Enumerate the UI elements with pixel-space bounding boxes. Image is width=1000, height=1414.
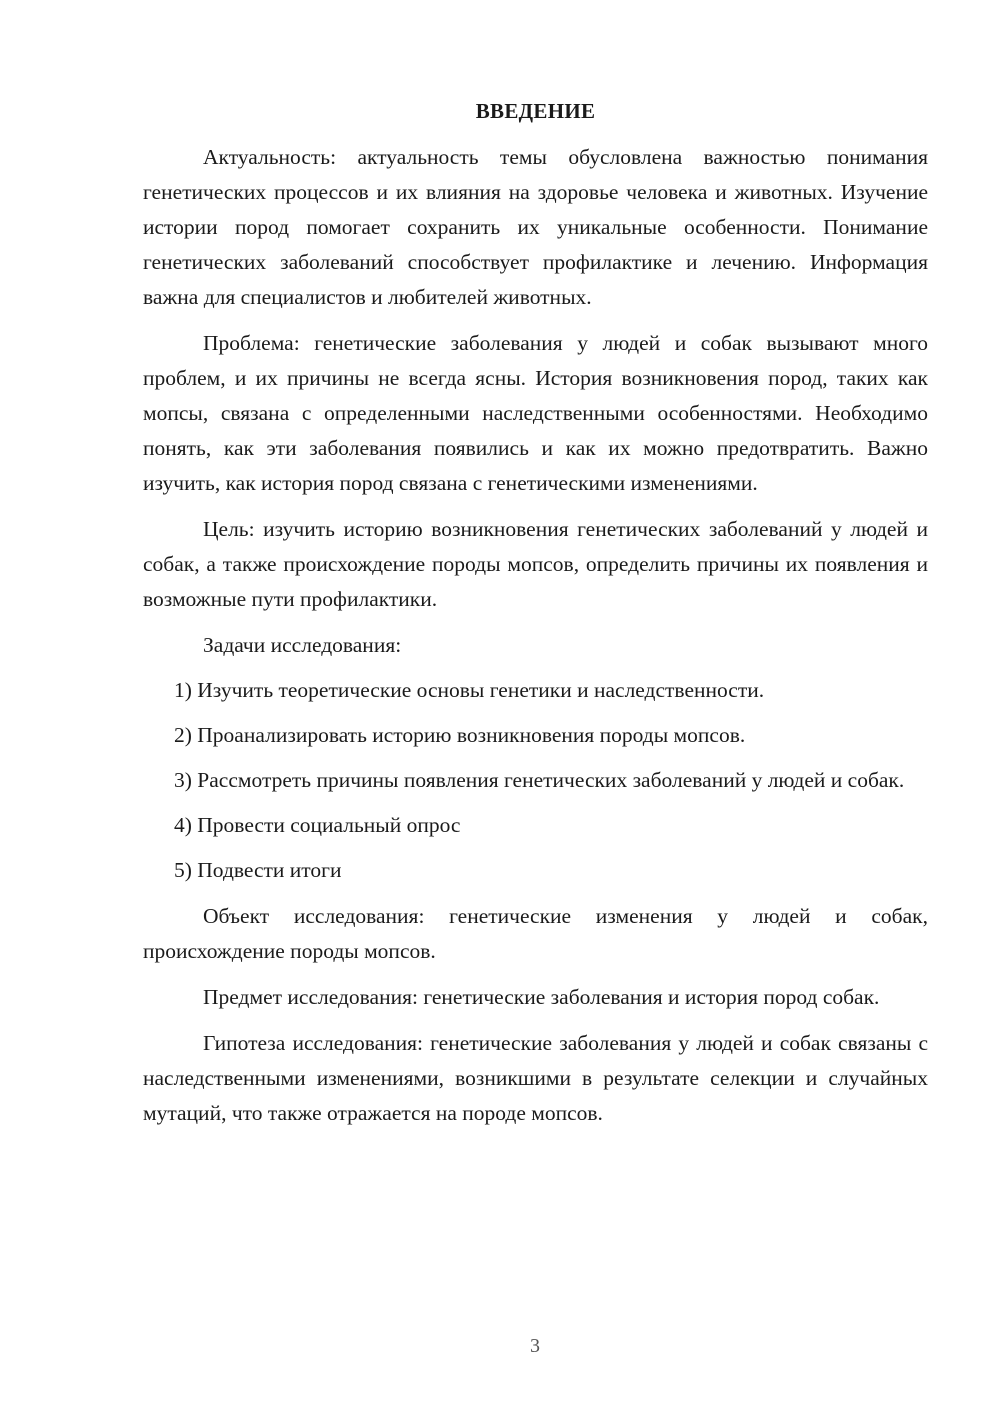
task-item-4: 4) Провести социальный опрос — [174, 813, 461, 837]
paragraph-problem: Проблема: генетические заболевания у людей и собак вызывают много проблем, и их причины не всегда ясны. История возникновения пород, таких как мопсы, связана с определенными наследственными особенностями. Необходимо понять, как эти заболевания появились и как их можно предотвратить. Важно изучить, как история пород связана с генетическими изменениями. — [143, 331, 928, 495]
task-item-1: 1) Изучить теоретические основы генетики и наследственности. — [174, 678, 765, 702]
paragraph-hypothesis: Гипотеза исследования: генетические заболевания у людей и собак связаны с наследственными изменениями, возникшими в результате селекции и случайных мутаций, что также отражается на породе мопсов. — [143, 1031, 928, 1125]
task-item-5: 5) Подвести итоги — [174, 858, 342, 882]
page-number: 3 — [530, 1335, 540, 1357]
document-body — [143, 96, 928, 1131]
paragraph-tasks-heading: Задачи исследования: — [203, 633, 402, 657]
task-item-2: 2) Проанализировать историю возникновения породы мопсов. — [174, 723, 746, 747]
page-title: ВВЕДЕНИЕ — [475, 99, 596, 123]
paragraph-subject: Предмет исследования: генетические заболевания и история пород собак. — [203, 985, 880, 1009]
paragraph-goal: Цель: изучить историю возникновения генетических заболеваний у людей и собак, а также происхождение породы мопсов, определить причины их появления и возможные пути профилактики. — [143, 517, 928, 611]
paragraph-object: Объект исследования: генетические изменения у людей и собак, происхождение породы мопсов. — [143, 904, 928, 963]
paragraph-relevance: Актуальность: актуальность темы обусловлена важностью понимания генетических процессов и их влияния на здоровье человека и животных. Изучение истории пород помогает сохранить их уникальные особенности. Понимание генетических заболеваний способствует профилактике и лечению. Информация важна для специалистов и любителей животных. — [143, 145, 928, 309]
task-item-3: 3) Рассмотреть причины появления генетических заболеваний у людей и собак. — [174, 768, 905, 792]
